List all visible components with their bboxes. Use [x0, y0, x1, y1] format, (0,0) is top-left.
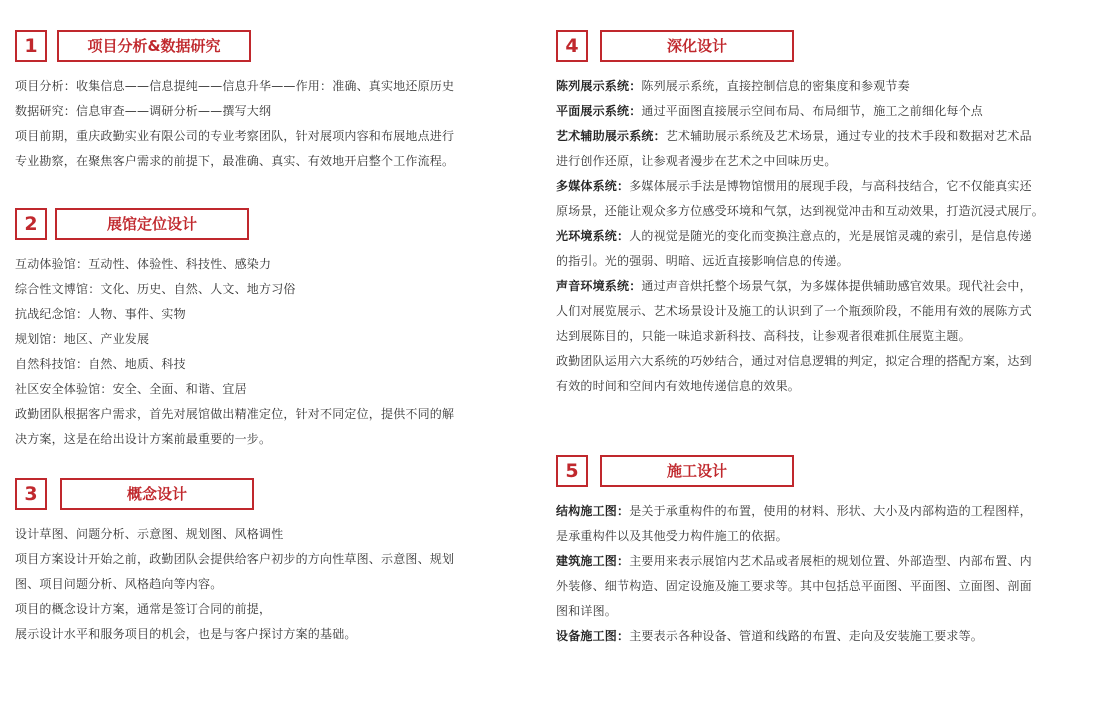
text-line — [15, 74, 495, 99]
section-number: 3 — [15, 478, 47, 510]
text-line — [15, 402, 495, 427]
text-line — [15, 149, 495, 174]
line-label: 结构施工图： — [556, 504, 630, 518]
text-line — [15, 277, 495, 302]
text-line — [556, 174, 1076, 199]
text-line — [15, 572, 495, 597]
section-header — [15, 478, 495, 508]
line-text: 外装修、细节构造、固定设施及施工要求等。其中包括总平面图、平面图、立面图、剖面 — [556, 579, 1032, 593]
line-text: 原场景，还能让观众多方位感受环境和气氛，达到视觉冲击和互动效果，打造沉浸式展厅。 — [556, 204, 1045, 218]
line-text: 人们对展览展示、艺术场景设计及施工的认识到了一个瓶颈阶段，不能用有效的展陈方式 — [556, 304, 1032, 318]
section-body — [15, 522, 495, 647]
line-text: 展示设计水平和服务项目的机会，也是与客户探讨方案的基础。 — [15, 627, 357, 641]
line-text: 的指引。光的强弱、明暗、远近直接影响信息的传递。 — [556, 254, 849, 268]
line-label: 多媒体系统： — [556, 179, 630, 193]
text-line — [556, 624, 1076, 649]
line-text: 人的视觉是随光的变化而变换注意点的，光是展馆灵魂的索引，是信息传递 — [629, 229, 1032, 243]
text-line — [15, 522, 495, 547]
line-label: 平面展示系统： — [556, 104, 642, 118]
text-line — [15, 99, 495, 124]
line-text: 是承重构件以及其他受力构件施工的依据。 — [556, 529, 788, 543]
text-line — [556, 74, 1076, 99]
text-line — [556, 349, 1076, 374]
section-detailed-design — [556, 30, 1076, 399]
line-text: 陈列展示系统，直接控制信息的密集度和参观节奏 — [641, 79, 910, 93]
section-body — [15, 252, 495, 452]
text-line — [556, 599, 1076, 624]
line-text: 政勤团队根据客户需求，首先对展馆做出精准定位，针对不同定位，提供不同的解 — [15, 407, 455, 421]
section-title: 施工设计 — [600, 455, 794, 487]
text-line — [15, 427, 495, 452]
text-line — [556, 549, 1076, 574]
text-line — [556, 324, 1076, 349]
line-text: 数据研究：信息审查——调研分析——撰写大纲 — [15, 104, 272, 118]
section-header — [15, 30, 495, 60]
section-title: 深化设计 — [600, 30, 794, 62]
line-text: 综合性文博馆：文化、历史、自然、人文、地方习俗 — [15, 282, 296, 296]
line-text: 项目方案设计开始之前，政勤团队会提供给客户初步的方向性草图、示意图、规划 — [15, 552, 455, 566]
text-line — [556, 274, 1076, 299]
section-header — [556, 30, 1076, 60]
section-title: 展馆定位设计 — [55, 208, 249, 240]
text-line — [15, 124, 495, 149]
text-line — [15, 302, 495, 327]
line-text: 规划馆：地区、产业发展 — [15, 332, 150, 346]
text-line — [556, 499, 1076, 524]
line-text: 通过声音烘托整个场景气氛，为多媒体提供辅助感官效果。现代社会中， — [641, 279, 1032, 293]
section-number: 1 — [15, 30, 47, 62]
text-line — [556, 149, 1076, 174]
text-line — [15, 547, 495, 572]
text-line — [556, 524, 1076, 549]
line-text: 项目前期，重庆政勤实业有限公司的专业考察团队，针对展项内容和布展地点进行 — [15, 129, 455, 143]
line-text: 专业勘察，在聚焦客户需求的前提下，最准确、真实、有效地开启整个工作流程。 — [15, 154, 455, 168]
text-line — [15, 622, 495, 647]
section-venue-positioning — [15, 208, 495, 452]
line-text: 通过平面图直接展示空间布局、布局细节，施工之前细化每个点 — [641, 104, 984, 118]
section-number: 2 — [15, 208, 47, 240]
section-body — [15, 74, 495, 174]
section-concept-design — [15, 478, 495, 647]
line-text: 主要表示各种设备、管道和线路的布置、走向及安装施工要求等。 — [629, 629, 984, 643]
section-body — [556, 499, 1076, 649]
section-title: 项目分析&数据研究 — [57, 30, 251, 62]
text-line — [15, 252, 495, 277]
line-label: 设备施工图： — [556, 629, 630, 643]
line-label: 艺术辅助展示系统： — [556, 129, 666, 143]
section-header — [15, 208, 495, 238]
line-text: 政勤团队运用六大系统的巧妙结合，通过对信息逻辑的判定，拟定合理的搭配方案，达到 — [556, 354, 1032, 368]
text-line — [556, 299, 1076, 324]
text-line — [556, 574, 1076, 599]
line-text: 是关于承重构件的布置，使用的材料、形状、大小及内部构造的工程图样， — [629, 504, 1032, 518]
text-line — [15, 377, 495, 402]
line-text: 进行创作还原，让参观者漫步在艺术之中回味历史。 — [556, 154, 837, 168]
line-label: 陈列展示系统： — [556, 79, 642, 93]
line-text: 有效的时间和空间内有效地传递信息的效果。 — [556, 379, 801, 393]
text-line — [15, 597, 495, 622]
section-title: 概念设计 — [60, 478, 254, 510]
section-body — [556, 74, 1076, 399]
line-label: 建筑施工图： — [556, 554, 630, 568]
text-line — [556, 199, 1076, 224]
line-text: 图和详图。 — [556, 604, 618, 618]
text-line — [556, 99, 1076, 124]
section-construction-design — [556, 455, 1076, 649]
text-line — [556, 124, 1076, 149]
line-text: 达到展陈目的，只能一味追求新科技、高科技，让参观者很难抓住展览主题。 — [556, 329, 971, 343]
text-line — [15, 327, 495, 352]
line-text: 决方案，这是在给出设计方案前最重要的一步。 — [15, 432, 272, 446]
line-text: 主要用来表示展馆内艺术品或者展柜的规划位置、外部造型、内部布置、内 — [629, 554, 1032, 568]
section-number: 4 — [556, 30, 588, 62]
text-line — [556, 249, 1076, 274]
section-project-analysis — [15, 30, 495, 174]
line-label: 光环境系统： — [556, 229, 630, 243]
section-header — [556, 455, 1076, 485]
line-text: 互动体验馆：互动性、体验性、科技性、感染力 — [15, 257, 272, 271]
text-line — [556, 224, 1076, 249]
line-text: 社区安全体验馆：安全、全面、和谐、宜居 — [15, 382, 247, 396]
line-text: 抗战纪念馆：人物、事件、实物 — [15, 307, 186, 321]
line-text: 多媒体展示手法是博物馆惯用的展现手段，与高科技结合，它不仅能真实还 — [629, 179, 1032, 193]
line-text: 艺术辅助展示系统及艺术场景，通过专业的技术手段和数据对艺术品 — [665, 129, 1032, 143]
line-text: 图、项目问题分析、风格趋向等内容。 — [15, 577, 223, 591]
line-label: 声音环境系统： — [556, 279, 642, 293]
line-text: 设计草图、问题分析、示意图、规划图、风格调性 — [15, 527, 284, 541]
text-line — [15, 352, 495, 377]
text-line — [556, 374, 1076, 399]
line-text: 自然科技馆：自然、地质、科技 — [15, 357, 186, 371]
section-number: 5 — [556, 455, 588, 487]
line-text: 项目分析：收集信息——信息提纯——信息升华——作用：准确、真实地还原历史 — [15, 79, 455, 93]
line-text: 项目的概念设计方案，通常是签订合同的前提， — [15, 602, 272, 616]
